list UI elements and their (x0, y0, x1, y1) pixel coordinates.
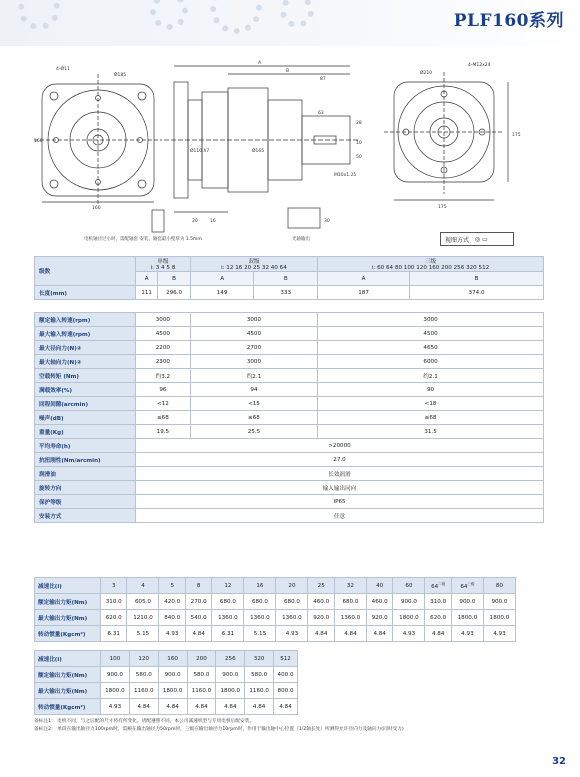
ratio-row-label: 额定输出力矩(Nm) (35, 667, 101, 683)
ratio-value: 32 (334, 578, 366, 594)
dim-label: 50 (356, 155, 362, 160)
length-label: 长度(mm) (35, 286, 136, 300)
ratio-value: 8 (185, 578, 211, 594)
ratio-value: 5 (159, 578, 185, 594)
torque-value: 1800.0 (158, 683, 187, 699)
torque-value: 4.93 (393, 626, 425, 642)
dim-label: 160 (34, 139, 43, 144)
torque-value: 1360.0 (244, 610, 276, 626)
header-banner (0, 0, 580, 46)
spec-value: 94 (190, 383, 317, 397)
length-value: 333 (254, 286, 318, 300)
torque-value: 800.0 (274, 683, 298, 699)
torque-value: 4.93 (101, 699, 130, 715)
technical-drawing (34, 52, 544, 252)
ratio-row (35, 626, 516, 642)
spec-value: 长效润滑 (136, 467, 544, 481)
torque-value: 1160.0 (187, 683, 216, 699)
torque-value: 4.93 (451, 626, 483, 642)
dim-label: Ø165 (252, 149, 265, 154)
torque-value: 580.0 (187, 667, 216, 683)
spec-value: 25.5 (190, 425, 317, 439)
torque-value: 680.0 (334, 594, 366, 610)
torque-value: 4.84 (185, 626, 211, 642)
ratio-stage-mark: 三级 (467, 581, 475, 586)
ab-cell: A (136, 272, 158, 286)
ratio-row-label: 最大输出力矩(Nm) (35, 610, 101, 626)
spec-row (35, 397, 544, 411)
dim-label: 160 (92, 206, 101, 211)
ratio-row-label: 最大输出力矩(Nm) (35, 683, 101, 699)
spec-label: 最大输入转速(rpm) (35, 327, 136, 341)
ratio-value: 20 (276, 578, 308, 594)
dim-label: 20 (192, 219, 198, 224)
ratio-table-1 (34, 577, 516, 642)
ratio-value: 25 (308, 578, 334, 594)
stage-header-label: 级数 (35, 257, 136, 286)
spec-row (35, 453, 544, 467)
ratio-stage-mark: 二级 (438, 581, 446, 586)
ab-cell: B (410, 272, 544, 286)
spec-value: 2700 (190, 341, 317, 355)
torque-value: 310.0 (101, 594, 127, 610)
dim-label: M10x1.25 (334, 173, 357, 178)
dim-label: 28 (356, 121, 362, 126)
length-value: 374.0 (410, 286, 544, 300)
ab-cell: B (158, 272, 190, 286)
torque-value: 4.93 (276, 626, 308, 642)
spec-row (35, 341, 544, 355)
view-symbol-icon: ◎ ▭ (475, 235, 488, 243)
torque-value: 1800.0 (216, 683, 245, 699)
spec-table (34, 256, 544, 523)
ratio-row (35, 594, 516, 610)
torque-value: 1160.0 (245, 683, 274, 699)
spec-value: 4500 (318, 327, 544, 341)
spec-row (35, 411, 544, 425)
length-value: 296.0 (158, 286, 190, 300)
torque-value: 4.84 (366, 626, 392, 642)
spec-value: 4650 (318, 341, 544, 355)
ab-cell: A (318, 272, 410, 286)
torque-value: 540.0 (185, 610, 211, 626)
ratio-value: 80 (483, 578, 515, 594)
footnotes (34, 718, 544, 734)
torque-value: 420.0 (159, 594, 185, 610)
ratio-row (35, 610, 516, 626)
torque-value: 680.0 (212, 594, 244, 610)
spec-label: 安装方式 (35, 509, 136, 523)
stage-name-3: 三级 i: 60 64 80 100 120 160 200 256 320 512 (318, 257, 544, 272)
torque-value: 4.93 (483, 626, 515, 642)
spec-row (35, 495, 544, 509)
spec-value: 19.5 (136, 425, 191, 439)
spec-row (35, 425, 544, 439)
torque-value: 900.0 (158, 667, 187, 683)
drawing-caption: 电机轴径过小时，需配轴套 安装。轴套最小壁厚为 1.5mm (84, 237, 202, 242)
spec-value: 31.5 (318, 425, 544, 439)
spec-value: 90 (318, 383, 544, 397)
torque-value: 580.0 (245, 667, 274, 683)
ab-cell: A (190, 272, 254, 286)
torque-value: 6.31 (101, 626, 127, 642)
spec-label: 最大轴向力(N)② (35, 355, 136, 369)
torque-value: 920.0 (308, 610, 334, 626)
spec-row (35, 355, 544, 369)
gear-decoration-icon (18, 0, 60, 30)
dim-label: 30 (324, 219, 330, 224)
length-value: 111 (136, 286, 158, 300)
torque-value: 4.84 (425, 626, 451, 642)
torque-value: 920.0 (366, 610, 392, 626)
spec-value: 4500 (136, 327, 191, 341)
spec-value: 4500 (190, 327, 317, 341)
ab-cell: B (254, 272, 318, 286)
stage-name-2: 双级 i: 12 16 20 25 32 40 64 (190, 257, 317, 272)
dim-label: Ø210 (420, 71, 433, 76)
dim-label: A (258, 61, 262, 66)
spec-value: 输入输出同向 (136, 481, 544, 495)
drawing-svg (34, 52, 544, 252)
ratio-row-label: 减速比(i) (35, 578, 101, 594)
spec-value: 约3.2 (136, 369, 191, 383)
drawing-caption: 光轴输出 (292, 237, 310, 242)
torque-value: 460.0 (366, 594, 392, 610)
ratio-row-label: 额定输出力矩(Nm) (35, 594, 101, 610)
spec-row (35, 383, 544, 397)
spec-value: <12 (136, 397, 191, 411)
torque-value: 5.15 (127, 626, 159, 642)
torque-value: 270.0 (185, 594, 211, 610)
spec-label: 重量(Kg) (35, 425, 136, 439)
dim-label: 175 (438, 205, 447, 210)
dim-label: 4-Ø11 (56, 67, 70, 72)
ratio-table-2 (34, 650, 298, 715)
dim-label: 175 (512, 133, 521, 138)
spec-value: 6000 (318, 355, 544, 369)
spec-label: 抗扭刚性(Nm/arcmin) (35, 453, 136, 467)
ratio-value: 512 (274, 651, 298, 667)
ratio-value: $64^{二级}$ (425, 578, 451, 594)
gear-decoration-icon (150, 0, 188, 30)
torque-value: 1360.0 (276, 610, 308, 626)
torque-value: 1800.0 (451, 610, 483, 626)
spec-row (35, 369, 544, 383)
spec-value: 3000 (136, 313, 191, 327)
dim-label: B (286, 69, 290, 74)
ratio-value: 100 (101, 651, 130, 667)
torque-value: 680.0 (276, 594, 308, 610)
ratio-value: $64^{三级}$ (451, 578, 483, 594)
ratio-value: 320 (245, 651, 274, 667)
torque-value: 1210.0 (127, 610, 159, 626)
torque-value: 400.0 (274, 667, 298, 683)
spec-label: 空载转矩 (Nm) (35, 369, 136, 383)
torque-value: 900.0 (483, 594, 515, 610)
torque-value: 620.0 (101, 610, 127, 626)
ratio-value: 160 (158, 651, 187, 667)
gear-decoration-icon (280, 0, 314, 28)
spec-value: 约2.1 (318, 369, 544, 383)
torque-value: 4.84 (245, 699, 274, 715)
ratio-value: 4 (127, 578, 159, 594)
page-number: 32 (552, 756, 566, 767)
ratio-row (35, 667, 298, 683)
spec-label: 保护等级 (35, 495, 136, 509)
spec-value: ≤68 (190, 411, 317, 425)
spacer-row (35, 300, 544, 313)
spec-value: IP65 (136, 495, 544, 509)
torque-value: 4.84 (187, 699, 216, 715)
spec-row (35, 481, 544, 495)
torque-value: 4.84 (308, 626, 334, 642)
spec-value: 3000 (190, 313, 317, 327)
spec-value: 3000 (190, 355, 317, 369)
torque-value: 310.0 (425, 594, 451, 610)
spec-value: ≤68 (318, 411, 544, 425)
torque-value: 4.84 (216, 699, 245, 715)
gear-decoration-icon (210, 0, 262, 34)
spec-label: 润滑油 (35, 467, 136, 481)
spec-value: 2300 (136, 355, 191, 369)
ratio-row (35, 699, 298, 715)
torque-value: 5.15 (244, 626, 276, 642)
ratio-value: 12 (212, 578, 244, 594)
ratio-row (35, 651, 298, 667)
torque-value: 4.84 (158, 699, 187, 715)
spec-value: 2200 (136, 341, 191, 355)
dim-label: Ø185 (114, 73, 127, 78)
ratio-value: 40 (366, 578, 392, 594)
spec-row (35, 467, 544, 481)
dim-label: 10 (356, 141, 362, 146)
torque-value: 4.93 (159, 626, 185, 642)
ratio-value: 256 (216, 651, 245, 667)
spec-label: 旋转方向 (35, 481, 136, 495)
spec-value: <15 (190, 397, 317, 411)
ratio-row (35, 578, 516, 594)
torque-value: 580.0 (129, 667, 158, 683)
length-value: 149 (190, 286, 254, 300)
torque-value: 840.0 (159, 610, 185, 626)
footnote: 备标注2： 单段在输出轴径力100rpm时，需额在输出轴径力50rpm时，三级在输出轴径力10rpm时，作用于输出轴中心位置（1/2轴长处）所测得允许径向力及轴向力(同时受力) (34, 727, 404, 732)
spec-row (35, 439, 544, 453)
page-title: PLF160系列 (453, 11, 564, 31)
torque-value: 6.31 (212, 626, 244, 642)
spec-row (35, 327, 544, 341)
ratio-row (35, 683, 298, 699)
view-mode-selector[interactable] (440, 232, 514, 246)
ratio-value: 120 (129, 651, 158, 667)
ratio-row-label: 转动惯量(Kgcm²) (35, 626, 101, 642)
torque-value: 1800.0 (101, 683, 130, 699)
dim-label: 63 (318, 111, 324, 116)
torque-value: 1800.0 (483, 610, 515, 626)
torque-value: 1160.0 (129, 683, 158, 699)
spec-label: 最大径向力(N)② (35, 341, 136, 355)
torque-value: 1360.0 (212, 610, 244, 626)
dim-label: 87 (320, 77, 326, 82)
spec-value: 96 (136, 383, 191, 397)
spec-value: ≤68 (136, 411, 191, 425)
torque-value: 900.0 (393, 594, 425, 610)
torque-value: 620.0 (425, 610, 451, 626)
spec-value: 3000 (318, 313, 544, 327)
spec-label: 平均寿命(h) (35, 439, 136, 453)
spec-row (35, 313, 544, 327)
ratio-value: 60 (393, 578, 425, 594)
stage-name-1: 单级 i: 3 4 5 8 (136, 257, 191, 272)
spec-label: 噪声(dB) (35, 411, 136, 425)
torque-value: 1360.0 (334, 610, 366, 626)
torque-value: 460.0 (308, 594, 334, 610)
torque-value: 605.0 (127, 594, 159, 610)
spec-value: 任意 (136, 509, 544, 523)
view-mode-label: 视图方式 (445, 236, 470, 244)
torque-value: 900.0 (451, 594, 483, 610)
spec-value: <18 (318, 397, 544, 411)
torque-value: 900.0 (101, 667, 130, 683)
dim-label: 4-M12x24 (468, 63, 491, 68)
spec-value: 约2.1 (190, 369, 317, 383)
spec-value: >20000 (136, 439, 544, 453)
dim-label: 16 (210, 219, 216, 224)
ratio-row-label: 转动惯量(Kgcm²) (35, 699, 101, 715)
spec-row (35, 509, 544, 523)
length-value: 187 (318, 286, 410, 300)
dim-label: Ø110 h7 (190, 149, 210, 154)
torque-value: 680.0 (244, 594, 276, 610)
ratio-value: 3 (101, 578, 127, 594)
torque-value: 1800.0 (393, 610, 425, 626)
torque-value: 900.0 (216, 667, 245, 683)
spec-label: 回程间隙(arcmin) (35, 397, 136, 411)
torque-value: 4.84 (334, 626, 366, 642)
ratio-value: 16 (244, 578, 276, 594)
spec-value: 27.0 (136, 453, 544, 467)
spec-label: 满载效率(%) (35, 383, 136, 397)
footnote: 备标注1： 电机不同，与之后配的尺寸将有所变化。请配遵照不同，本公司减速机型与专用电机后配安装。 (34, 719, 255, 724)
ratio-row-label: 减速比(i) (35, 651, 101, 667)
torque-value: 4.84 (129, 699, 158, 715)
ratio-value: 200 (187, 651, 216, 667)
spec-label: 额定输入转速(rpm) (35, 313, 136, 327)
torque-value: 4.84 (274, 699, 298, 715)
